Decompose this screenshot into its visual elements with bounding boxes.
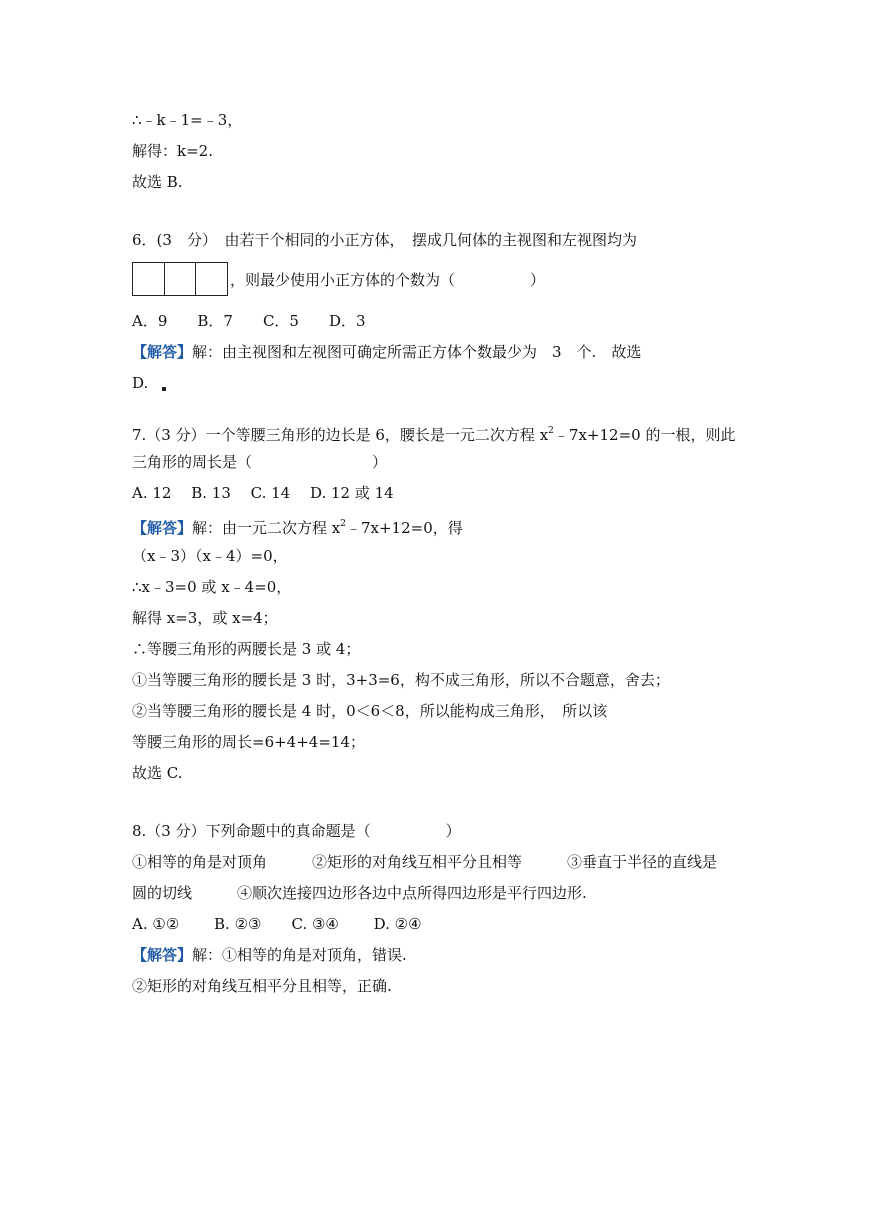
question-6: 6．(3 分） 由若干个相同的小正方体， 摆成几何体的主视图和左视图均为 bbox=[132, 231, 637, 249]
text: ﹣7x+12=0 的一根，则此 bbox=[553, 426, 736, 444]
answer-tag: 【解答】 bbox=[132, 519, 193, 537]
step: （x﹣3）（x﹣4）=0， bbox=[132, 547, 288, 565]
step: ①当等腰三角形的腰长是 3 时，3+3=6，构不成三角形，所以不合题意，舍去； bbox=[132, 671, 670, 689]
question-7-cont: 三角形的周长是（ ） bbox=[132, 453, 388, 471]
question-7-options: A. 12 B. 13 C. 14 D. 12 或 14 bbox=[132, 484, 394, 502]
step: ∴x﹣3=0 或 x﹣4=0， bbox=[132, 578, 292, 596]
step: 等腰三角形的周长=6+4+4=14； bbox=[132, 733, 365, 751]
step: ②当等腰三角形的腰长是 4 时，0＜6＜8，所以能构成三角形， 所以该 bbox=[132, 702, 608, 720]
answer-6-cont bbox=[132, 373, 166, 393]
answer-text: D. bbox=[132, 374, 149, 392]
text: ﹣7x+12=0，得 bbox=[345, 519, 463, 537]
question-7 bbox=[132, 421, 735, 445]
question-8-items: 圆的切线 ④顺次连接四边形各边中点所得四边形是平行四边形. bbox=[132, 884, 587, 902]
question-6-options: A．9 B．7 C．5 D．3 bbox=[132, 312, 366, 330]
answer-7 bbox=[132, 514, 463, 538]
step: 解得 x=3，或 x=4； bbox=[132, 609, 278, 627]
superscript: 2 bbox=[548, 426, 554, 436]
text-line: ∴﹣k﹣1=﹣3， bbox=[132, 111, 243, 129]
step: ∴等腰三角形的两腰长是 3 或 4； bbox=[132, 640, 361, 658]
square-cell bbox=[195, 262, 228, 296]
text: 7.（3 分）一个等腰三角形的边长是 6，腰长是一元二次方程 x bbox=[132, 426, 549, 444]
answer-text: 解：由主视图和左视图可确定所需正方体个数最少为 3 个. 故选 bbox=[192, 343, 642, 361]
text: 解：①相等的角是对顶角，错误. bbox=[192, 946, 407, 964]
text-line: 解得：k=2. bbox=[132, 142, 213, 160]
question-6-cont: ，则最少使用小正方体的个数为（ ） bbox=[230, 271, 546, 289]
answer-8 bbox=[132, 945, 407, 965]
mark-icon bbox=[162, 387, 166, 391]
step: 故选 C. bbox=[132, 764, 183, 782]
answer-tag: 【解答】 bbox=[132, 946, 193, 964]
question-8-options: A. ①② B. ②③ C. ③④ D. ②④ bbox=[132, 915, 422, 933]
view-diagram bbox=[132, 262, 228, 296]
answer-tag: 【解答】 bbox=[132, 343, 193, 361]
answer-8-cont: ②矩形的对角线互相平分且相等，正确. bbox=[132, 977, 392, 995]
square-cell bbox=[132, 262, 165, 296]
square-cell bbox=[164, 262, 197, 296]
superscript: 2 bbox=[340, 519, 346, 529]
question-8-items: ①相等的角是对顶角 ②矩形的对角线互相平分且相等 ③垂直于半径的直线是 bbox=[132, 853, 718, 871]
text: 解：由一元二次方程 x bbox=[192, 519, 341, 537]
text-line: 故选 B. bbox=[132, 173, 183, 191]
answer-6 bbox=[132, 342, 641, 362]
question-8: 8.（3 分）下列命题中的真命题是（ ） bbox=[132, 822, 461, 840]
